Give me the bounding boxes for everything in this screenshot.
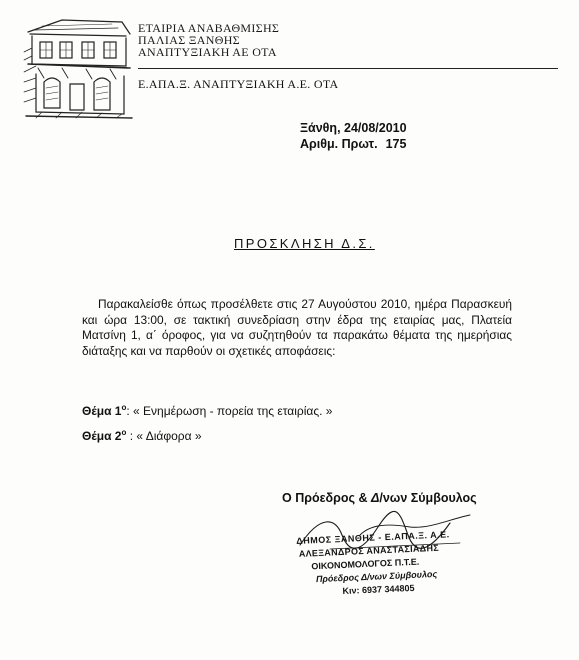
stamp-line-5: Κιν: 6937 344805 (342, 582, 415, 597)
protocol-number: 175 (385, 137, 407, 151)
stamp-line-4: Πρόεδρος Δ/νων Σύμβουλος (315, 568, 438, 585)
date-protocol-block (300, 120, 407, 152)
document-title: ΠΡΟΣΚΛΗΣΗ Δ.Σ. (234, 236, 375, 251)
invitation-paragraph: Παρακαλείσθε όπως προσέλθετε στις 27 Αυγούστου 2010, ημέρα Παρασκευή και ώρα 13:00, σε τακτική συνεδρίαση στην έδρα της εταιρίας μας, Πλατεία Ματσίνη 1, α΄ όροφος, για να συζητηθούν τα παρακάτω θέματα της ημερήσιας διάταξης και να παρθούν οι σχετικές αποφάσεις: (82, 297, 512, 358)
stamp-line-3: ΟΙΚΟΝΟΜΟΛΟΓΟΣ Π.Τ.Ε. (311, 556, 420, 572)
stamp-line-2: ΑΛΕΞΑΝΔΡΟΣ ΑΝΑΣΤΑΣΙΑΔΗΣ (298, 542, 440, 559)
org-line-2: ΠΑΛΙΑΣ ΞΑΝΘΗΣ (138, 33, 240, 47)
organization-name (138, 22, 279, 58)
topic-1-text: « Ενημέρωση - πορεία της εταιρίας. » (133, 404, 333, 418)
org-line-1: ΕΤΑΙΡΙΑ ΑΝΑΒΑΘΜΙΣΗΣ (138, 21, 280, 35)
date-line: Ξάνθη, 24/08/2010 (300, 121, 407, 135)
stamp-line-1: ΔΗΜΟΣ ΞΑΝΘΗΣ - Ε.ΑΠΑ.Ξ. Α.Ε. (296, 529, 450, 546)
topic-2-separator: : (126, 429, 137, 443)
letterhead-divider (138, 68, 558, 69)
signatory-title: Ο Πρόεδρος & Δ/νων Σύμβουλος (282, 491, 477, 505)
official-stamp (296, 527, 489, 600)
topic-1-label: Θέμα $1^o$ (82, 403, 127, 418)
org-line-3: ΑΝΑΠΤΥΞΙΑΚΗ ΑΕ ΟΤΑ (138, 45, 277, 59)
protocol-label: Αριθμ. Πρωτ. (300, 137, 378, 151)
topic-2-label: Θέμα $2^o$ (82, 428, 127, 443)
agenda-topic-2 (82, 428, 202, 443)
agenda-topic-1 (82, 403, 332, 418)
old-town-house-sketch-icon (22, 12, 134, 120)
topic-2-text: « Διάφορα » (136, 429, 202, 443)
protocol-line (300, 136, 407, 152)
topic-1-separator: : (126, 404, 134, 418)
organization-short-name: Ε.ΑΠΑ.Ξ. ΑΝΑΠΤΥΞΙΑΚΗ Α.Ε. ΟΤΑ (138, 77, 339, 91)
